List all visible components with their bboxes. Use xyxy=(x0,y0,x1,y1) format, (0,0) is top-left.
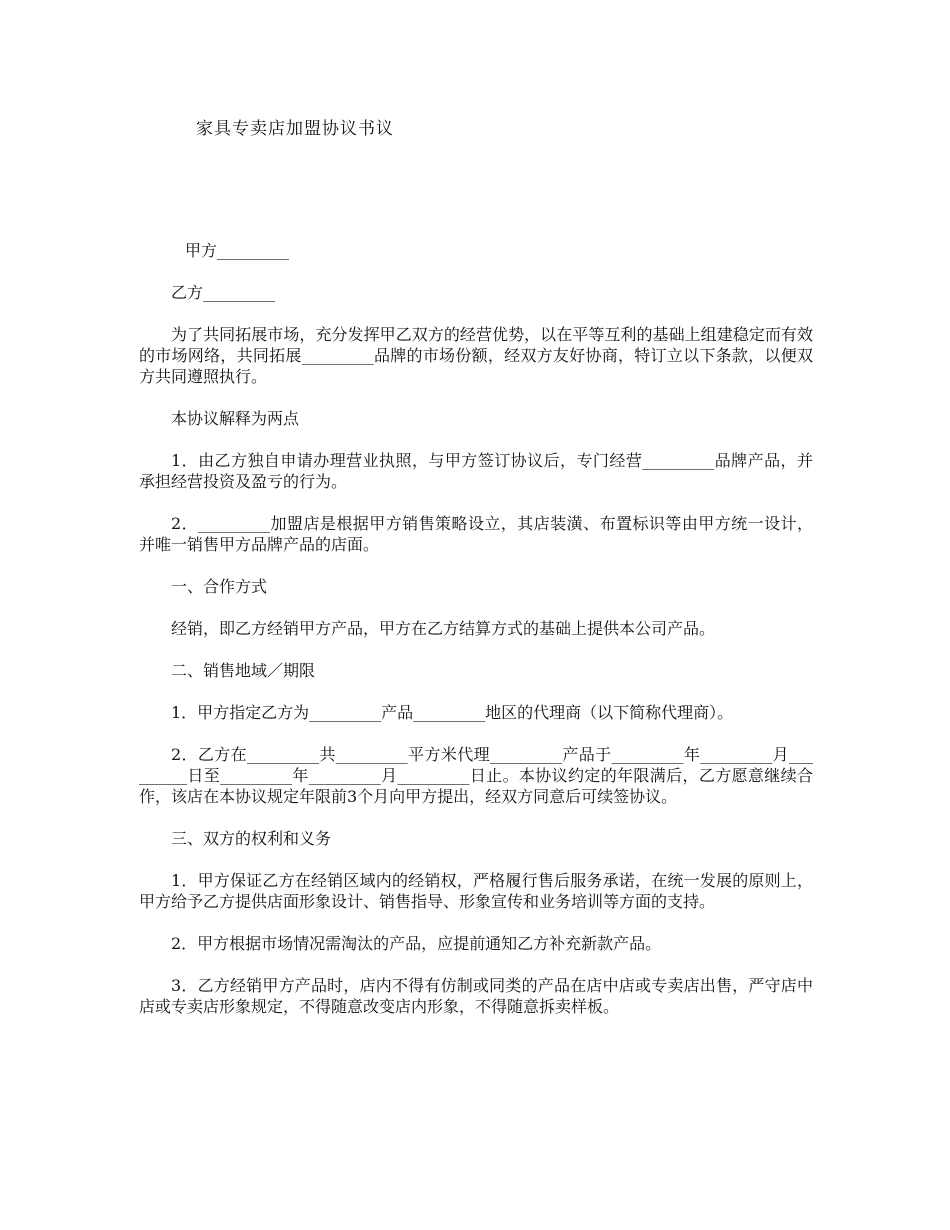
rights-item-2: 2．甲方根据市场情况需淘汰的产品，应提前通知乙方补充新款产品。 xyxy=(171,934,662,953)
section-rights-heading: 三、双方的权利和义务 xyxy=(171,829,332,848)
cooperation-paragraph: 经销，即乙方经销甲方产品，甲方在乙方结算方式的基础上提供本公司产品。 xyxy=(171,619,716,638)
document-title: 家具专卖店加盟协议书议 xyxy=(196,119,394,139)
territory-item-2: 2．乙方在_________共_________平方米代理_________产品于_________年_________月_________日至_________年_________月_________日止。本协议约定的年限满后，乙方愿意继续合作，该店在本协议规定年限前3个月向甲方提出，经双方同意后可续签协议。 xyxy=(139,745,813,806)
section-cooperation-heading: 一、合作方式 xyxy=(171,577,268,596)
section-territory-heading: 二、销售地域／期限 xyxy=(171,661,316,680)
preamble-paragraph: 为了共同拓展市场，充分发挥甲乙双方的经营优势，以在平等互利的基础上组建稳定而有效的市场网络，共同拓展_________品牌的市场份额，经双方友好协商，特订立以下条款，以便双方共同遵照执行。 xyxy=(139,325,813,386)
interpretation-item-1: 1．由乙方独自申请办理营业执照，与甲方签订协议后，专门经营_________品牌产品，并承担经营投资及盈亏的行为。 xyxy=(139,451,813,491)
rights-item-3: 3．乙方经销甲方产品时，店内不得有仿制或同类的产品在店中店或专卖店出售，严守店中店或专卖店形象规定，不得随意改变店内形象，不得随意拆卖样板。 xyxy=(139,976,813,1016)
document-body xyxy=(139,240,813,1038)
party-b-line: 乙方_________ xyxy=(171,283,276,302)
party-a-line: 甲方_________ xyxy=(185,241,290,260)
interpretation-heading: 本协议解释为两点 xyxy=(171,409,300,428)
territory-item-1: 1．甲方指定乙方为_________产品_________地区的代理商（以下简称代理商）。 xyxy=(171,703,734,722)
rights-item-1: 1．甲方保证乙方在经销区域内的经销权，严格履行售后服务承诺，在统一发展的原则上，甲方给予乙方提供店面形象设计、销售指导、形象宣传和业务培训等方面的支持。 xyxy=(139,871,813,911)
interpretation-item-2: 2．_________加盟店是根据甲方销售策略设立，其店装潢、布置标识等由甲方统一设计，并唯一销售甲方品牌产品的店面。 xyxy=(139,514,813,554)
